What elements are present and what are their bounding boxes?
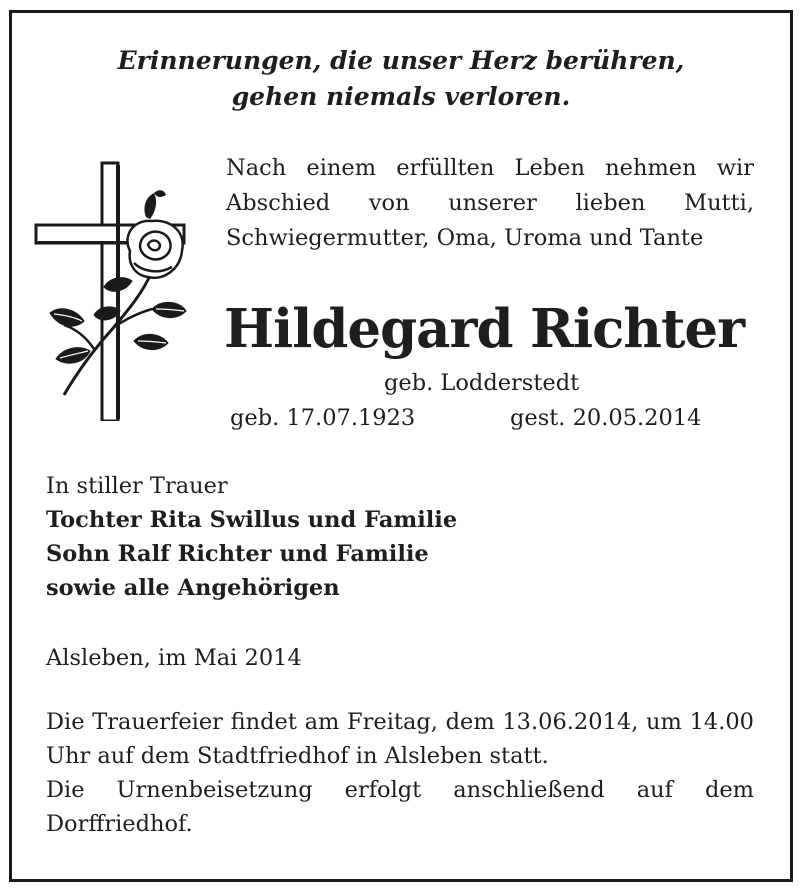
motto-line-1: Erinnerungen, die unser Herz berühren, — [117, 46, 685, 75]
deceased-name: Hildegard Richter — [224, 298, 745, 360]
mourner-line: Tochter Rita Swillus und Familie — [46, 507, 458, 533]
birth-date: geb. 17.07.1923 — [230, 405, 416, 431]
mourners-block — [46, 469, 746, 605]
service-burial: Die Urnenbeisetzung erfolgt anschließend auf dem Dorffriedhof. — [46, 777, 754, 837]
motto-line-2: gehen niemals verloren. — [231, 82, 571, 111]
maiden-name: geb. Lodderstedt — [384, 370, 580, 396]
motto-heading — [12, 43, 790, 115]
intro-text: Nach einem erfüllten Leben nehmen wir Abschied von unserer lieben Mutti, Schwiegermutter, Oma, Uroma und Tante — [226, 155, 754, 251]
service-details — [46, 705, 754, 841]
place-and-date: Alsleben, im Mai 2014 — [46, 645, 302, 671]
cross-with-rose-icon — [34, 159, 204, 421]
service-ceremony: Die Trauerfeier findet am Freitag, dem 13.06.2014, um 14.00 Uhr auf dem Stadtfriedhof in Alsleben statt. — [46, 709, 754, 769]
death-date: gest. 20.05.2014 — [510, 405, 702, 431]
mourner-line: sowie alle Angehörigen — [46, 575, 340, 601]
mourners-intro: In stiller Trauer — [46, 473, 228, 499]
obituary-notice — [9, 10, 793, 882]
mourner-line: Sohn Ralf Richter und Familie — [46, 541, 429, 567]
